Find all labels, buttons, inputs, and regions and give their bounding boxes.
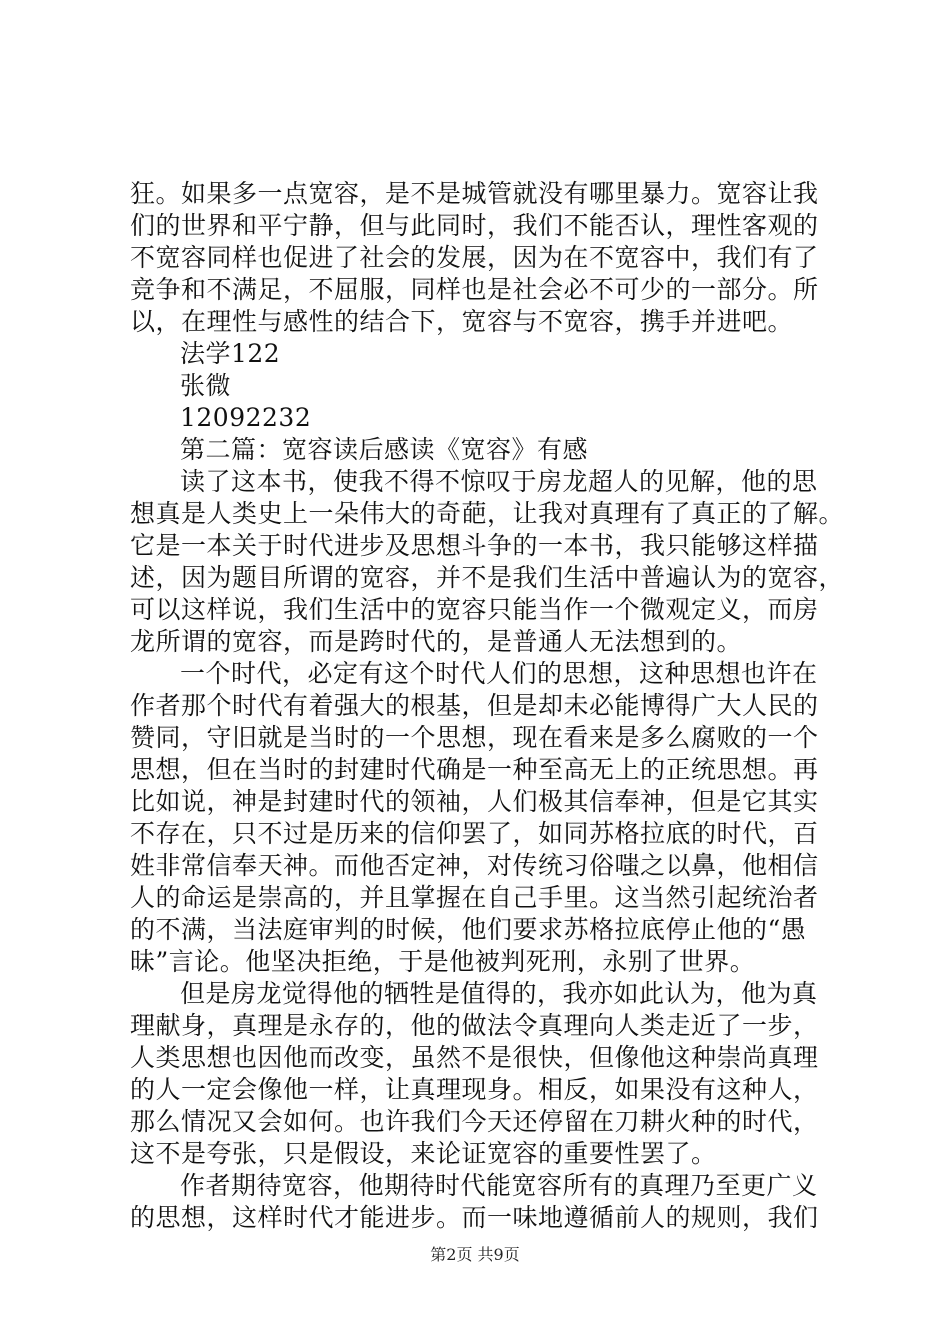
text-line: 张微 — [180, 371, 232, 400]
text-line: 的不满，当法庭审判的时候，他们要求苏格拉底停止他的“愚 — [130, 915, 807, 944]
text-line: 但是房龙觉得他的牺牲是值得的，我亦如此认为，他为真 — [180, 979, 818, 1008]
page-footer: 第2页 共9页 — [430, 1245, 520, 1264]
text-line: 们的世界和平宁静，但与此同时，我们不能否认，理性客观的 — [130, 211, 819, 240]
text-line: 述，因为题目所谓的宽容，并不是我们生活中普遍认为的宽容， — [130, 563, 845, 592]
text-line: 一个时代，必定有这个时代人们的思想，这种思想也许在 — [180, 659, 818, 688]
text-line: 狂。如果多一点宽容，是不是城管就没有哪里暴力。宽容让我 — [130, 179, 819, 208]
text-line: 不宽容同样也促进了社会的发展，因为在不宽容中，我们有了 — [130, 243, 819, 272]
body-text — [130, 178, 845, 1234]
text-line: 第二篇：宽容读后感读《宽容》有感 — [180, 435, 589, 464]
text-line: 那么情况又会如何。也许我们今天还停留在刀耕火种的时代， — [130, 1107, 819, 1136]
text-line: 不存在，只不过是历来的信仰罢了，如同苏格拉底的时代，百 — [130, 819, 819, 848]
text-line: 作者那个时代有着强大的根基，但是却未必能博得广大人民的 — [130, 691, 819, 720]
text-line: 以，在理性与感性的结合下，宽容与不宽容，携手并进吧。 — [130, 307, 794, 336]
text-line: 昧”言论。他坚决拒绝，于是他被判死刑，永别了世界。 — [130, 947, 756, 976]
text-line: 人类思想也因他而改变，虽然不是很快，但像他这种崇尚真理 — [130, 1043, 819, 1072]
text-line: 龙所谓的宽容，而是跨时代的，是普通人无法想到的。 — [130, 627, 743, 656]
text-line: 法学122 — [180, 339, 281, 368]
text-line: 思想，但在当时的封建时代确是一种至高无上的正统思想。再 — [130, 755, 819, 784]
text-line: 的人一定会像他一样，让真理现身。相反，如果没有这种人， — [130, 1075, 819, 1104]
text-line: 这不是夸张，只是假设，来论证宽容的重要性罢了。 — [130, 1139, 717, 1168]
text-line: 理献身，真理是永存的，他的做法令真理向人类走近了一步， — [130, 1011, 819, 1040]
text-line: 可以这样说，我们生活中的宽容只能当作一个微观定义，而房 — [130, 595, 819, 624]
text-line: 读了这本书，使我不得不惊叹于房龙超人的见解，他的思 — [180, 467, 818, 496]
text-line: 作者期待宽容，他期待时代能宽容所有的真理乃至更广义 — [180, 1171, 818, 1200]
text-line: 比如说，神是封建时代的领袖，人们极其信奉神，但是它其实 — [130, 787, 819, 816]
text-line: 姓非常信奉天神。而他否定神，对传统习俗嗤之以鼻，他相信 — [130, 851, 819, 880]
text-line: 想真是人类史上一朵伟大的奇葩，让我对真理有了真正的了解。 — [130, 499, 845, 528]
text-line: 它是一本关于时代进步及思想斗争的一本书，我只能够这样描 — [130, 531, 819, 560]
text-line: 的思想，这样时代才能进步。而一味地遵循前人的规则，我们 — [130, 1203, 819, 1232]
text-line: 人的命运是崇高的，并且掌握在自己手里。这当然引起统治者 — [130, 883, 819, 912]
text-line: 12092232 — [180, 403, 312, 432]
text-line: 竞争和不满足，不屈服，同样也是社会必不可少的一部分。所 — [130, 275, 819, 304]
text-line: 赞同，守旧就是当时的一个思想，现在看来是多么腐败的一个 — [130, 723, 819, 752]
